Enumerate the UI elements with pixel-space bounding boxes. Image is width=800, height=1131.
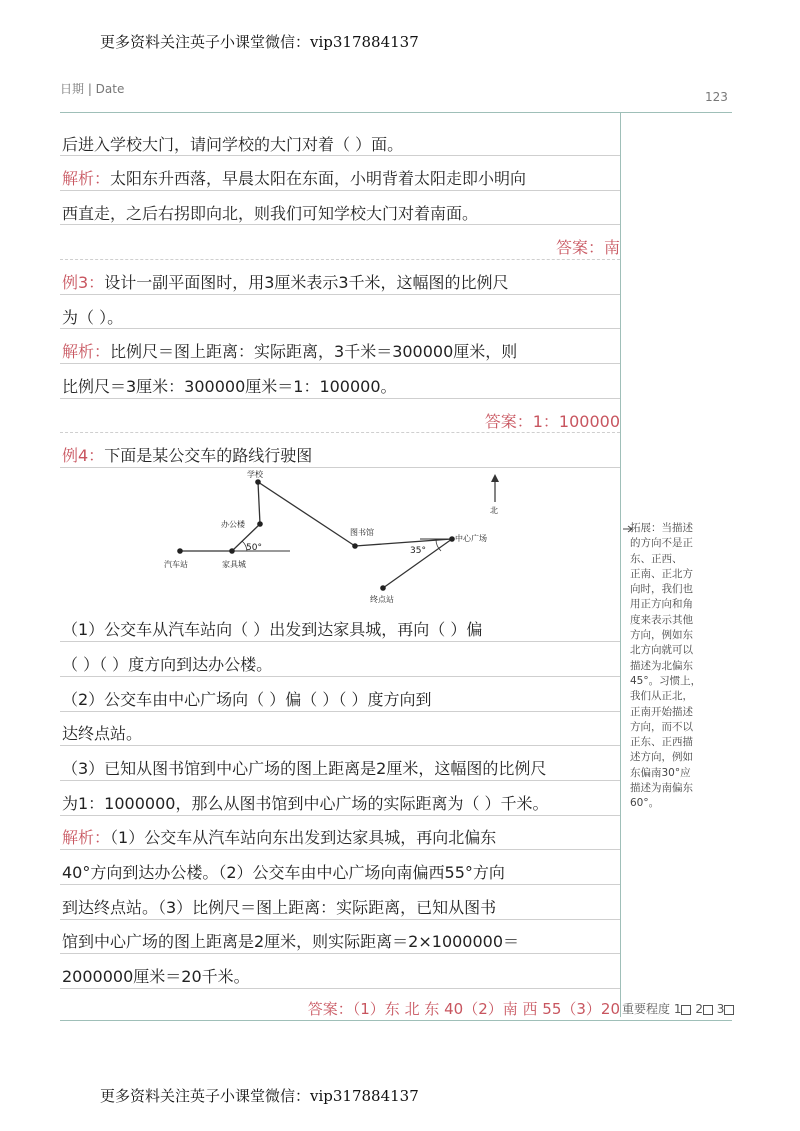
text-line: 西直走，之后右拐即向北，则我们可知学校大门对着南面。 xyxy=(62,204,479,223)
point-furniture-city xyxy=(229,548,235,554)
text-line: 为1：1000000，那么从图书馆到中心广场的实际距离为（ ）千米。 xyxy=(62,794,549,813)
sidebar-line: 东偏南30°应 xyxy=(630,766,691,779)
office-label: 办公楼 xyxy=(221,520,245,529)
sidebar-line: 正东、正西描 xyxy=(630,736,693,749)
text-line xyxy=(62,339,620,362)
text-line: 到达终点站。（3）比例尺＝图上距离：实际距离，已知从图书 xyxy=(62,898,497,917)
text-line: （1）公交车从汽车站向（ ）出发到达家具城，再向（ ）偏 xyxy=(62,620,483,639)
text-line: （3）已知从图书馆到中心广场的图上距离是2厘米，这幅图的比例尺 xyxy=(62,759,547,778)
sidebar-line: 度来表示其他 xyxy=(630,613,693,626)
ruled-line xyxy=(60,780,620,781)
text-line: 达终点站。 xyxy=(62,724,143,743)
sidebar-line: 东、正西、 xyxy=(630,552,683,565)
sidebar-note xyxy=(630,521,735,812)
sidebar-line: 北方向就可以 xyxy=(630,644,693,657)
sidebar-line: 方向，例如东 xyxy=(630,629,693,642)
school-label: 学校 xyxy=(247,470,263,479)
point-library xyxy=(352,543,358,549)
watermark-top: 更多资料关注英子小课堂微信：vip317884137 xyxy=(100,33,419,51)
sidebar-line: 正南、正北方 xyxy=(630,567,693,580)
ruled-line xyxy=(60,432,620,433)
ruled-line xyxy=(60,815,620,816)
footer-rule xyxy=(60,1020,732,1021)
sidebar-line: 正南开始描述 xyxy=(630,705,693,718)
ruled-line xyxy=(60,641,620,642)
importance-option-2: 2 xyxy=(695,1002,703,1016)
point-bus-station xyxy=(177,548,183,554)
example-4-title: 下面是某公交车的路线行驶图 xyxy=(104,446,313,465)
sidebar-line: 述方向，例如 xyxy=(630,751,693,764)
text-line xyxy=(62,270,620,293)
ruled-line xyxy=(60,988,620,989)
sidebar-line: 45°。习惯上， xyxy=(630,674,702,687)
angle-label-1: 50° xyxy=(246,543,262,553)
text-line: 2000000厘米＝20千米。 xyxy=(62,967,250,986)
ruled-line xyxy=(60,884,620,885)
checkbox-2[interactable] xyxy=(703,1005,713,1015)
importance-label: 重要程度 xyxy=(622,1002,671,1016)
text-line: 40°方向到达办公楼。（2）公交车由中心广场向南偏西55°方向 xyxy=(62,863,505,882)
date-label: 日期 | Date xyxy=(60,82,125,96)
text-line xyxy=(62,825,620,848)
answer-1: 答案：南 xyxy=(555,238,620,257)
sidebar-line: 用正方向和角 xyxy=(630,598,693,611)
text-line: 比例尺＝3厘米：300000厘米＝1：100000。 xyxy=(62,377,397,396)
route-diagram xyxy=(150,470,520,610)
jiexi-label: 解析： xyxy=(62,169,111,188)
library-label: 图书馆 xyxy=(350,528,374,537)
answer-4: 答案：（1）东 北 东 40（2）南 西 55（3）20 xyxy=(307,1000,620,1018)
sidebar-line: 向时，我们也 xyxy=(630,583,693,596)
sidebar-line: 60°。 xyxy=(630,797,660,810)
example-3-label: 例3： xyxy=(62,273,105,292)
angle-label-2: 35° xyxy=(410,546,426,556)
point-school xyxy=(255,479,261,485)
checkbox-1[interactable] xyxy=(681,1005,691,1015)
example-4-label: 例4： xyxy=(62,446,105,465)
sidebar-line: 我们从正北， xyxy=(630,690,693,703)
sidebar-line: 描述为南偏东 xyxy=(630,782,693,795)
text-line xyxy=(62,443,620,466)
ruled-line xyxy=(60,190,620,191)
sidebar-line: 描述为北偏东 xyxy=(630,659,693,672)
ruled-line xyxy=(60,294,620,295)
text-line: 后进入学校大门，请问学校的大门对着（ ）面。 xyxy=(62,135,404,154)
ruled-line xyxy=(60,745,620,746)
checkbox-3[interactable] xyxy=(724,1005,734,1015)
ruled-line xyxy=(60,155,620,156)
sidebar-line: 拓展：当描述 xyxy=(630,522,693,534)
north-label: 北 xyxy=(490,506,498,515)
route-line xyxy=(180,482,452,588)
jiexi-label: 解析： xyxy=(62,342,111,361)
jiexi-text: 太阳东升西落，早晨太阳在东面，小明背着太阳走即小明向 xyxy=(110,169,527,188)
answer-3: 答案：1：100000 xyxy=(484,412,620,431)
sidebar-line: 的方向不是正 xyxy=(630,537,693,550)
watermark-bottom: 更多资料关注英子小课堂微信：vip317884137 xyxy=(100,1087,419,1105)
importance-rating xyxy=(622,1000,734,1017)
point-office xyxy=(257,521,263,527)
ruled-line xyxy=(60,919,620,920)
ruled-line xyxy=(60,467,620,468)
bus-station-label: 汽车站 xyxy=(164,560,188,569)
ruled-line xyxy=(60,676,620,677)
point-center-plaza xyxy=(449,536,455,542)
jiexi-label: 解析： xyxy=(62,828,111,847)
north-arrow-head xyxy=(491,474,499,482)
ruled-line xyxy=(60,363,620,364)
header-rule xyxy=(60,112,732,113)
text-line xyxy=(62,166,620,189)
ruled-line xyxy=(60,328,620,329)
jiexi-text: 比例尺＝图上距离：实际距离，3千米＝300000厘米，则 xyxy=(110,342,518,361)
text-line: （2）公交车由中心广场向（ ）偏（ ）（ ）度方向到 xyxy=(62,690,432,709)
furniture-label: 家具城 xyxy=(222,560,246,569)
ruled-line xyxy=(60,259,620,260)
ruled-line xyxy=(60,398,620,399)
sidebar-line: 方向，而不以 xyxy=(630,720,693,733)
importance-option-3: 3 xyxy=(716,1002,725,1016)
ruled-line xyxy=(60,224,620,225)
text-line: 馆到中心广场的图上距离是2厘米，则实际距离＝2×1000000＝ xyxy=(62,932,520,951)
jiexi-text: （1）公交车从汽车站向东出发到达家具城，再向北偏东 xyxy=(110,828,497,847)
ruled-line xyxy=(60,953,620,954)
ruled-line xyxy=(60,711,620,712)
page-number: 123 xyxy=(705,90,728,104)
center-label: 中心广场 xyxy=(455,534,487,543)
text-line: 为（ ）。 xyxy=(62,308,124,327)
text-line: （ ）（ ）度方向到达办公楼。 xyxy=(62,655,273,674)
ruled-line xyxy=(60,849,620,850)
importance-option-1: 1 xyxy=(673,1002,682,1016)
terminal-label: 终点站 xyxy=(370,595,394,604)
point-terminal xyxy=(380,585,386,591)
margin-rule xyxy=(620,112,621,1017)
example-3-text: 设计一副平面图时，用3厘米表示3千米，这幅图的比例尺 xyxy=(104,273,509,292)
